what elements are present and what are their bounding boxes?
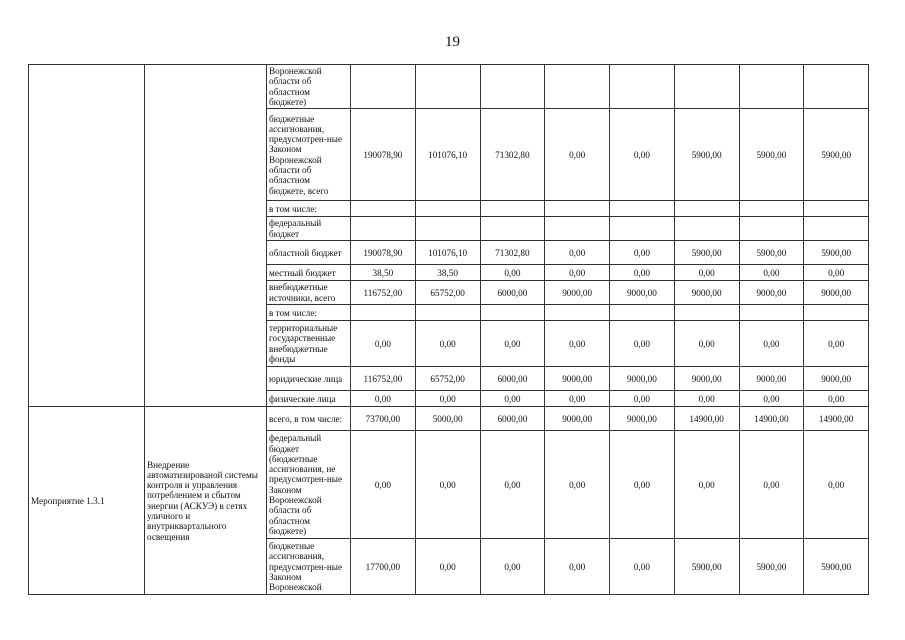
funding-source-cell: в том числе:	[267, 201, 351, 217]
amount-cell	[610, 305, 675, 321]
amount-cell	[351, 217, 416, 241]
amount-cell: 0,00	[804, 431, 869, 539]
amount-cell	[480, 305, 545, 321]
amount-cell: 5900,00	[674, 109, 739, 201]
amount-cell: 5900,00	[739, 109, 804, 201]
amount-cell: 0,00	[804, 391, 869, 407]
amount-cell	[674, 201, 739, 217]
amount-cell: 101076,10	[415, 109, 480, 201]
amount-cell: 71302,80	[480, 109, 545, 201]
amount-cell: 0,00	[480, 431, 545, 539]
amount-cell: 65752,00	[415, 281, 480, 305]
amount-cell: 0,00	[415, 431, 480, 539]
amount-cell: 5900,00	[804, 539, 869, 595]
amount-cell: 0,00	[610, 265, 675, 281]
funding-source-cell: Воронежской области об областном бюджете)	[267, 65, 351, 109]
amount-cell: 5900,00	[739, 241, 804, 265]
amount-cell: 9000,00	[610, 407, 675, 431]
amount-cell: 6000,00	[480, 407, 545, 431]
amount-cell: 0,00	[610, 539, 675, 595]
amount-cell: 0,00	[545, 391, 610, 407]
amount-cell: 9000,00	[610, 367, 675, 391]
funding-source-cell: всего, в том числе:	[267, 407, 351, 431]
amount-cell: 0,00	[610, 321, 675, 367]
activity-name-cell: Внедрение автоматизированой системы контроля и управления потреблением и сбытом энергии (АСКУЭ) в сетях уличного и внутриквартального освещения	[145, 407, 267, 595]
amount-cell: 0,00	[545, 539, 610, 595]
amount-cell: 17700,00	[351, 539, 416, 595]
amount-cell	[610, 65, 675, 109]
amount-cell: 0,00	[674, 391, 739, 407]
amount-cell	[545, 65, 610, 109]
amount-cell: 0,00	[804, 321, 869, 367]
amount-cell: 0,00	[545, 241, 610, 265]
activity-code-cell	[29, 65, 145, 407]
funding-source-cell: областной бюджет	[267, 241, 351, 265]
amount-cell	[351, 305, 416, 321]
amount-cell: 38,50	[415, 265, 480, 281]
amount-cell	[545, 305, 610, 321]
amount-cell: 9000,00	[804, 281, 869, 305]
amount-cell	[545, 217, 610, 241]
amount-cell	[804, 305, 869, 321]
funding-source-cell: территориальные государственные внебюджетные фонды	[267, 321, 351, 367]
amount-cell: 73700,00	[351, 407, 416, 431]
amount-cell: 9000,00	[739, 281, 804, 305]
table-row	[29, 407, 869, 431]
amount-cell: 0,00	[480, 391, 545, 407]
amount-cell: 14900,00	[804, 407, 869, 431]
amount-cell: 0,00	[610, 391, 675, 407]
amount-cell: 5900,00	[739, 539, 804, 595]
amount-cell: 14900,00	[739, 407, 804, 431]
amount-cell: 6000,00	[480, 281, 545, 305]
amount-cell	[804, 217, 869, 241]
amount-cell: 0,00	[480, 539, 545, 595]
funding-source-cell: внебюджетные источники, всего	[267, 281, 351, 305]
amount-cell: 9000,00	[610, 281, 675, 305]
amount-cell	[610, 201, 675, 217]
amount-cell: 190078,90	[351, 241, 416, 265]
amount-cell	[804, 65, 869, 109]
amount-cell: 9000,00	[674, 281, 739, 305]
funding-source-cell: федеральный бюджет (бюджетные ассигнования, не предусмотрен-ные Законом Воронежской области об областном бюджете)	[267, 431, 351, 539]
amount-cell	[415, 65, 480, 109]
funding-source-cell: бюджетные ассигнования, предусмотрен-ные Законом Воронежской	[267, 539, 351, 595]
amount-cell: 0,00	[674, 431, 739, 539]
amount-cell: 116752,00	[351, 281, 416, 305]
activity-name-cell	[145, 65, 267, 407]
amount-cell: 0,00	[674, 265, 739, 281]
amount-cell: 0,00	[610, 431, 675, 539]
amount-cell: 0,00	[480, 265, 545, 281]
amount-cell	[351, 201, 416, 217]
budget-table	[28, 64, 869, 595]
amount-cell: 14900,00	[674, 407, 739, 431]
amount-cell	[480, 65, 545, 109]
funding-source-cell: федеральный бюджет	[267, 217, 351, 241]
amount-cell	[739, 201, 804, 217]
amount-cell: 71302,80	[480, 241, 545, 265]
amount-cell	[480, 201, 545, 217]
amount-cell: 5000,00	[415, 407, 480, 431]
amount-cell: 9000,00	[545, 367, 610, 391]
budget-table-body	[29, 65, 869, 595]
amount-cell: 0,00	[739, 265, 804, 281]
amount-cell	[415, 217, 480, 241]
amount-cell	[351, 65, 416, 109]
amount-cell	[674, 65, 739, 109]
amount-cell: 5900,00	[804, 241, 869, 265]
page-number: 19	[445, 34, 460, 50]
amount-cell	[674, 217, 739, 241]
amount-cell: 65752,00	[415, 367, 480, 391]
amount-cell: 5900,00	[674, 539, 739, 595]
amount-cell	[415, 305, 480, 321]
table-row	[29, 65, 869, 109]
amount-cell: 0,00	[674, 321, 739, 367]
amount-cell: 38,50	[351, 265, 416, 281]
funding-source-cell: в том числе:	[267, 305, 351, 321]
amount-cell	[610, 217, 675, 241]
amount-cell: 9000,00	[545, 407, 610, 431]
amount-cell: 0,00	[545, 321, 610, 367]
amount-cell: 0,00	[351, 431, 416, 539]
amount-cell: 0,00	[545, 265, 610, 281]
funding-source-cell: физические лица	[267, 391, 351, 407]
funding-source-cell: юридические лица	[267, 367, 351, 391]
amount-cell: 5900,00	[804, 109, 869, 201]
amount-cell: 0,00	[351, 391, 416, 407]
amount-cell	[415, 201, 480, 217]
funding-source-cell: бюджетные ассигнования, предусмотрен-ные Законом Воронежской области об областном бюджете, всего	[267, 109, 351, 201]
amount-cell: 190078,90	[351, 109, 416, 201]
amount-cell: 116752,00	[351, 367, 416, 391]
amount-cell: 0,00	[610, 241, 675, 265]
amount-cell: 0,00	[480, 321, 545, 367]
amount-cell: 0,00	[739, 391, 804, 407]
amount-cell: 0,00	[351, 321, 416, 367]
amount-cell: 6000,00	[480, 367, 545, 391]
amount-cell: 0,00	[804, 265, 869, 281]
amount-cell	[545, 201, 610, 217]
amount-cell: 0,00	[610, 109, 675, 201]
amount-cell: 9000,00	[804, 367, 869, 391]
amount-cell	[739, 217, 804, 241]
amount-cell	[674, 305, 739, 321]
amount-cell: 0,00	[545, 109, 610, 201]
amount-cell: 9000,00	[545, 281, 610, 305]
amount-cell: 101076,10	[415, 241, 480, 265]
activity-code-cell: Мероприятие 1.3.1	[29, 407, 145, 595]
amount-cell: 0,00	[415, 539, 480, 595]
amount-cell: 5900,00	[674, 241, 739, 265]
amount-cell: 0,00	[739, 321, 804, 367]
amount-cell: 0,00	[545, 431, 610, 539]
amount-cell	[739, 65, 804, 109]
amount-cell: 0,00	[415, 391, 480, 407]
amount-cell: 0,00	[415, 321, 480, 367]
amount-cell	[739, 305, 804, 321]
amount-cell	[804, 201, 869, 217]
amount-cell	[480, 217, 545, 241]
amount-cell: 9000,00	[674, 367, 739, 391]
amount-cell: 9000,00	[739, 367, 804, 391]
funding-source-cell: местный бюджет	[267, 265, 351, 281]
amount-cell: 0,00	[739, 431, 804, 539]
